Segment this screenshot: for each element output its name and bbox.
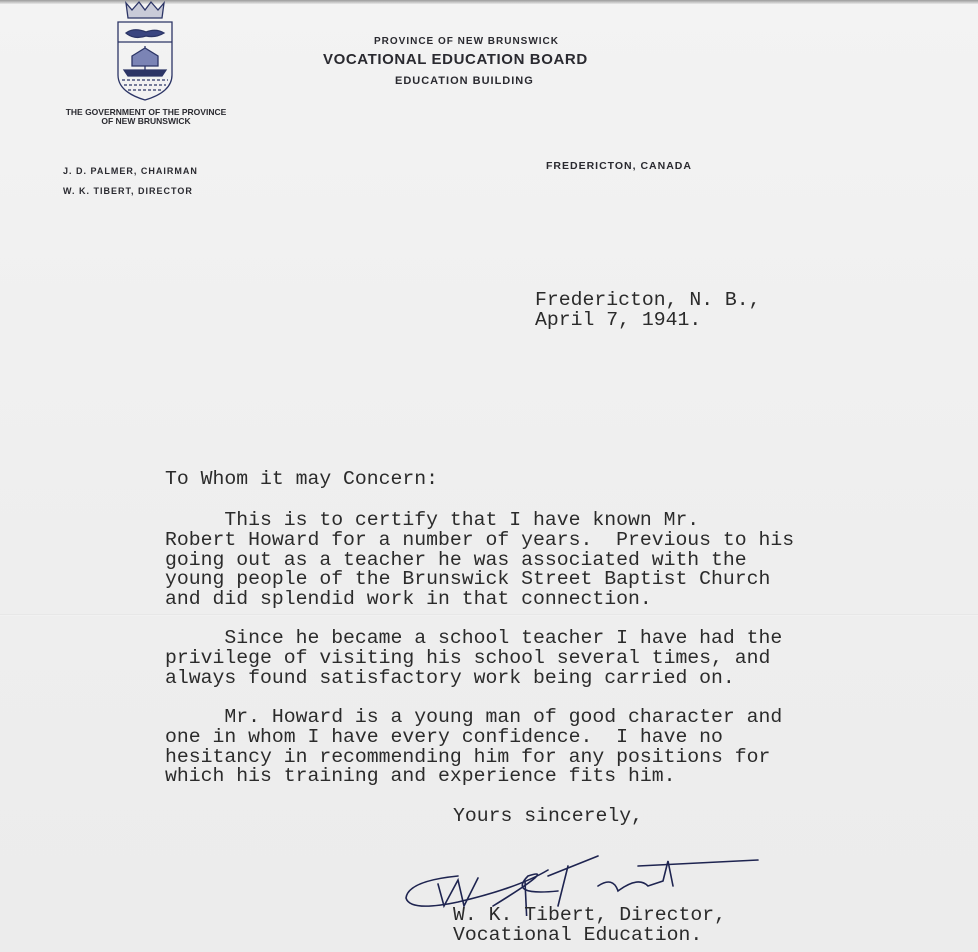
paragraph-line: and did splendid work in that connection. xyxy=(165,588,652,611)
paragraph-line: hesitancy in recommending him for any positions for xyxy=(165,745,771,768)
government-line-1: THE GOVERNMENT OF THE PROVINCE xyxy=(65,107,227,117)
paragraph-line: privilege of visiting his school several times, and xyxy=(165,646,771,669)
salutation: To Whom it may Concern: xyxy=(165,468,439,490)
board-heading: VOCATIONAL EDUCATION BOARD xyxy=(323,51,588,68)
signer-name: W. K. Tibert, Director, xyxy=(453,904,727,926)
government-line-2: OF NEW BRUNSWICK xyxy=(101,116,191,126)
paragraph-line: which his training and experience fits him. xyxy=(165,765,676,788)
paragraph-3 xyxy=(165,708,782,787)
date-line-2: April 7, 1941. xyxy=(535,308,702,331)
coat-of-arms-icon xyxy=(112,0,178,102)
paragraph-line: going out as a teacher he was associated with the xyxy=(165,548,747,571)
letter-date xyxy=(535,291,761,331)
paragraph-1 xyxy=(165,511,794,610)
paragraph-line: Mr. Howard is a young man of good character and xyxy=(165,706,783,728)
building-heading: EDUCATION BUILDING xyxy=(395,75,534,87)
city-line: FREDERICTON, CANADA xyxy=(546,160,692,172)
signer-block xyxy=(453,906,726,946)
paragraph-line: young people of the Brunswick Street Baptist Church xyxy=(165,568,771,591)
director-line: W. K. TIBERT, DIRECTOR xyxy=(63,186,193,196)
closing: Yours sincerely, xyxy=(453,805,643,827)
province-heading: PROVINCE OF NEW BRUNSWICK xyxy=(374,36,559,47)
paragraph-line: Since he became a school teacher I have had the xyxy=(165,627,783,649)
government-caption xyxy=(58,108,234,126)
signer-department: Vocational Education. xyxy=(453,923,703,946)
date-line-1: Fredericton, N. B., xyxy=(535,289,761,311)
paragraph-line: Robert Howard for a number of years. Previous to his xyxy=(165,528,795,551)
paragraph-line: one in whom I have every confidence. I have no xyxy=(165,725,723,748)
paragraph-line: This is to certify that I have known Mr. xyxy=(165,509,700,531)
paragraph-2 xyxy=(165,629,782,688)
paragraph-line: always found satisfactory work being carried on. xyxy=(165,666,735,689)
paper-fold xyxy=(0,614,978,616)
chairman-line: J. D. PALMER, CHAIRMAN xyxy=(63,166,198,176)
